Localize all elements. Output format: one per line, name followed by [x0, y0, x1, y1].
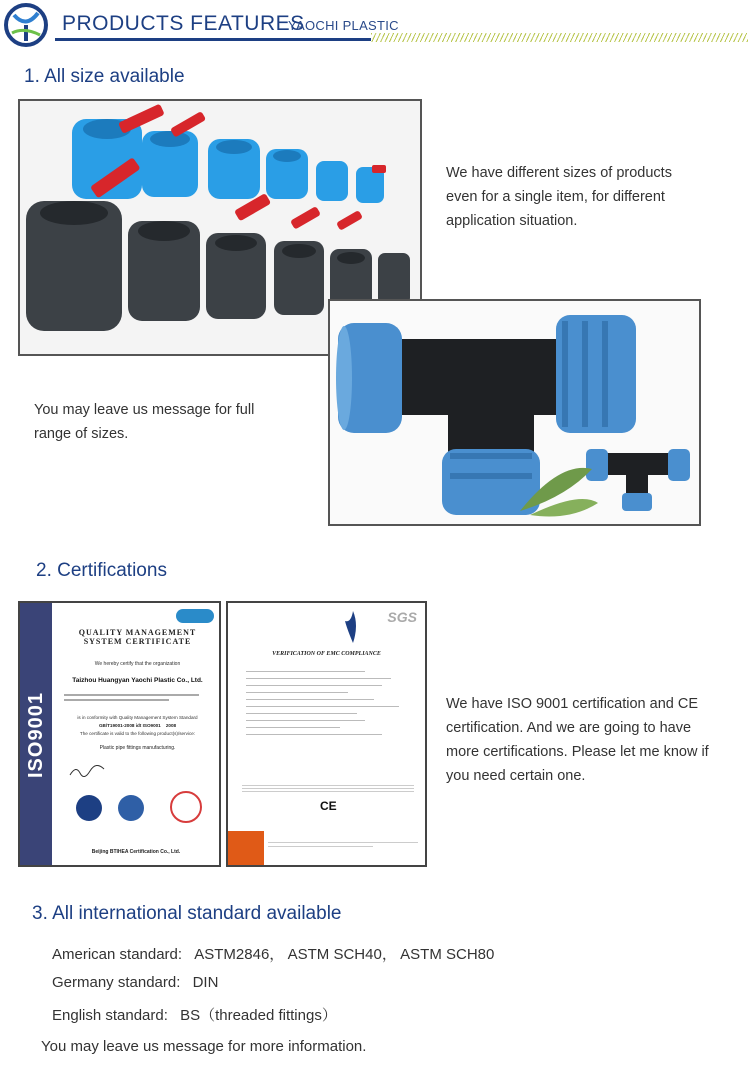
emc-detail-lines [246, 665, 416, 775]
certificate-heading: SYSTEM CERTIFICATE [83, 637, 192, 646]
standard-label: English standard: [52, 1007, 168, 1024]
iso9001-certificate [18, 601, 221, 867]
cnas-logo-icon [76, 795, 102, 821]
company-name: YAOCHI PLASTIC [288, 18, 399, 33]
emc-compliance-certificate [226, 601, 427, 867]
certifications-description-line: more certifications. Please let me know if [446, 744, 709, 760]
standard-row-american [52, 943, 494, 964]
section-title-sizes: 1. All size available [24, 66, 185, 87]
company-seal-icon [170, 791, 202, 823]
standard-row-germany [52, 974, 218, 991]
company-address-lines [64, 691, 214, 707]
range-description [34, 398, 314, 446]
sgs-watermark: SGS [387, 609, 417, 625]
certification-body-logo-icon [176, 609, 214, 623]
sizes-description-line: We have different sizes of products [446, 165, 672, 181]
header-rule [55, 38, 371, 41]
certifications-description-line: We have ISO 9001 certification and CE [446, 696, 699, 712]
section-title-certifications: 2. Certifications [36, 560, 167, 581]
certificate-issuer: Beijing BTIHEA Certification Co., Ltd. [91, 849, 181, 855]
standard-value: BS（threaded fittings） [180, 1007, 337, 1024]
iaf-logo-icon [118, 795, 144, 821]
standard-value: ASTM2846， ASTM SCH40， ASTM SCH80 [194, 946, 495, 963]
standard-label: Germany standard: [52, 974, 181, 991]
signature-icon [68, 765, 108, 779]
sizes-description-line: application situation. [446, 213, 578, 229]
sizes-description [446, 161, 736, 233]
certification-scope: Plastic pipe fittings manufacturing. [99, 745, 176, 751]
certifications-description [446, 692, 746, 788]
certifications-description-line: certification. And we are going to have [446, 720, 692, 736]
emc-footer-lines [268, 839, 418, 853]
range-description-line: You may leave us message for full [34, 402, 255, 418]
sizes-description-line: even for a single item, for different [446, 189, 665, 205]
certified-company: Taizhou Huangyan Yaochi Plastic Co., Ltd. [72, 677, 203, 684]
certificate-heading: QUALITY MANAGEMENT [78, 628, 197, 637]
section-title-standards: 3. All international standard available [32, 903, 342, 924]
certify-statement: We hereby certify that the organization [94, 661, 181, 667]
contact-note: You may leave us message for more information. [41, 1038, 367, 1055]
iso-band-text: ISO9001 [25, 692, 47, 778]
scope-intro: The certificate is valid to the following product(s)/service: [79, 731, 196, 736]
certificate-corner-stripe [228, 831, 264, 865]
compression-tee-photo [328, 299, 701, 526]
bird-logo-icon [343, 611, 363, 643]
standard-row-english [52, 1004, 337, 1025]
emc-paragraph-lines [242, 783, 414, 795]
conformity-statement: is in conformity with Quality Management System Standard [77, 715, 198, 720]
certifications-description-line: you need certain one. [446, 768, 586, 784]
page-title: PRODUCTS FEATURES [62, 12, 305, 35]
standard-value: DIN [192, 974, 219, 991]
range-description-line: range of sizes. [34, 426, 129, 442]
header-hatch-decoration [371, 33, 748, 42]
yaochi-logo-icon [4, 3, 48, 47]
certification-standard: GB/T19001-2008 idt ISO9001 2008 [98, 723, 177, 728]
ce-mark: CE [320, 799, 337, 813]
standard-label: American standard: [52, 946, 183, 963]
emc-heading: VERIFICATION OF EMC COMPLIANCE [272, 651, 381, 657]
